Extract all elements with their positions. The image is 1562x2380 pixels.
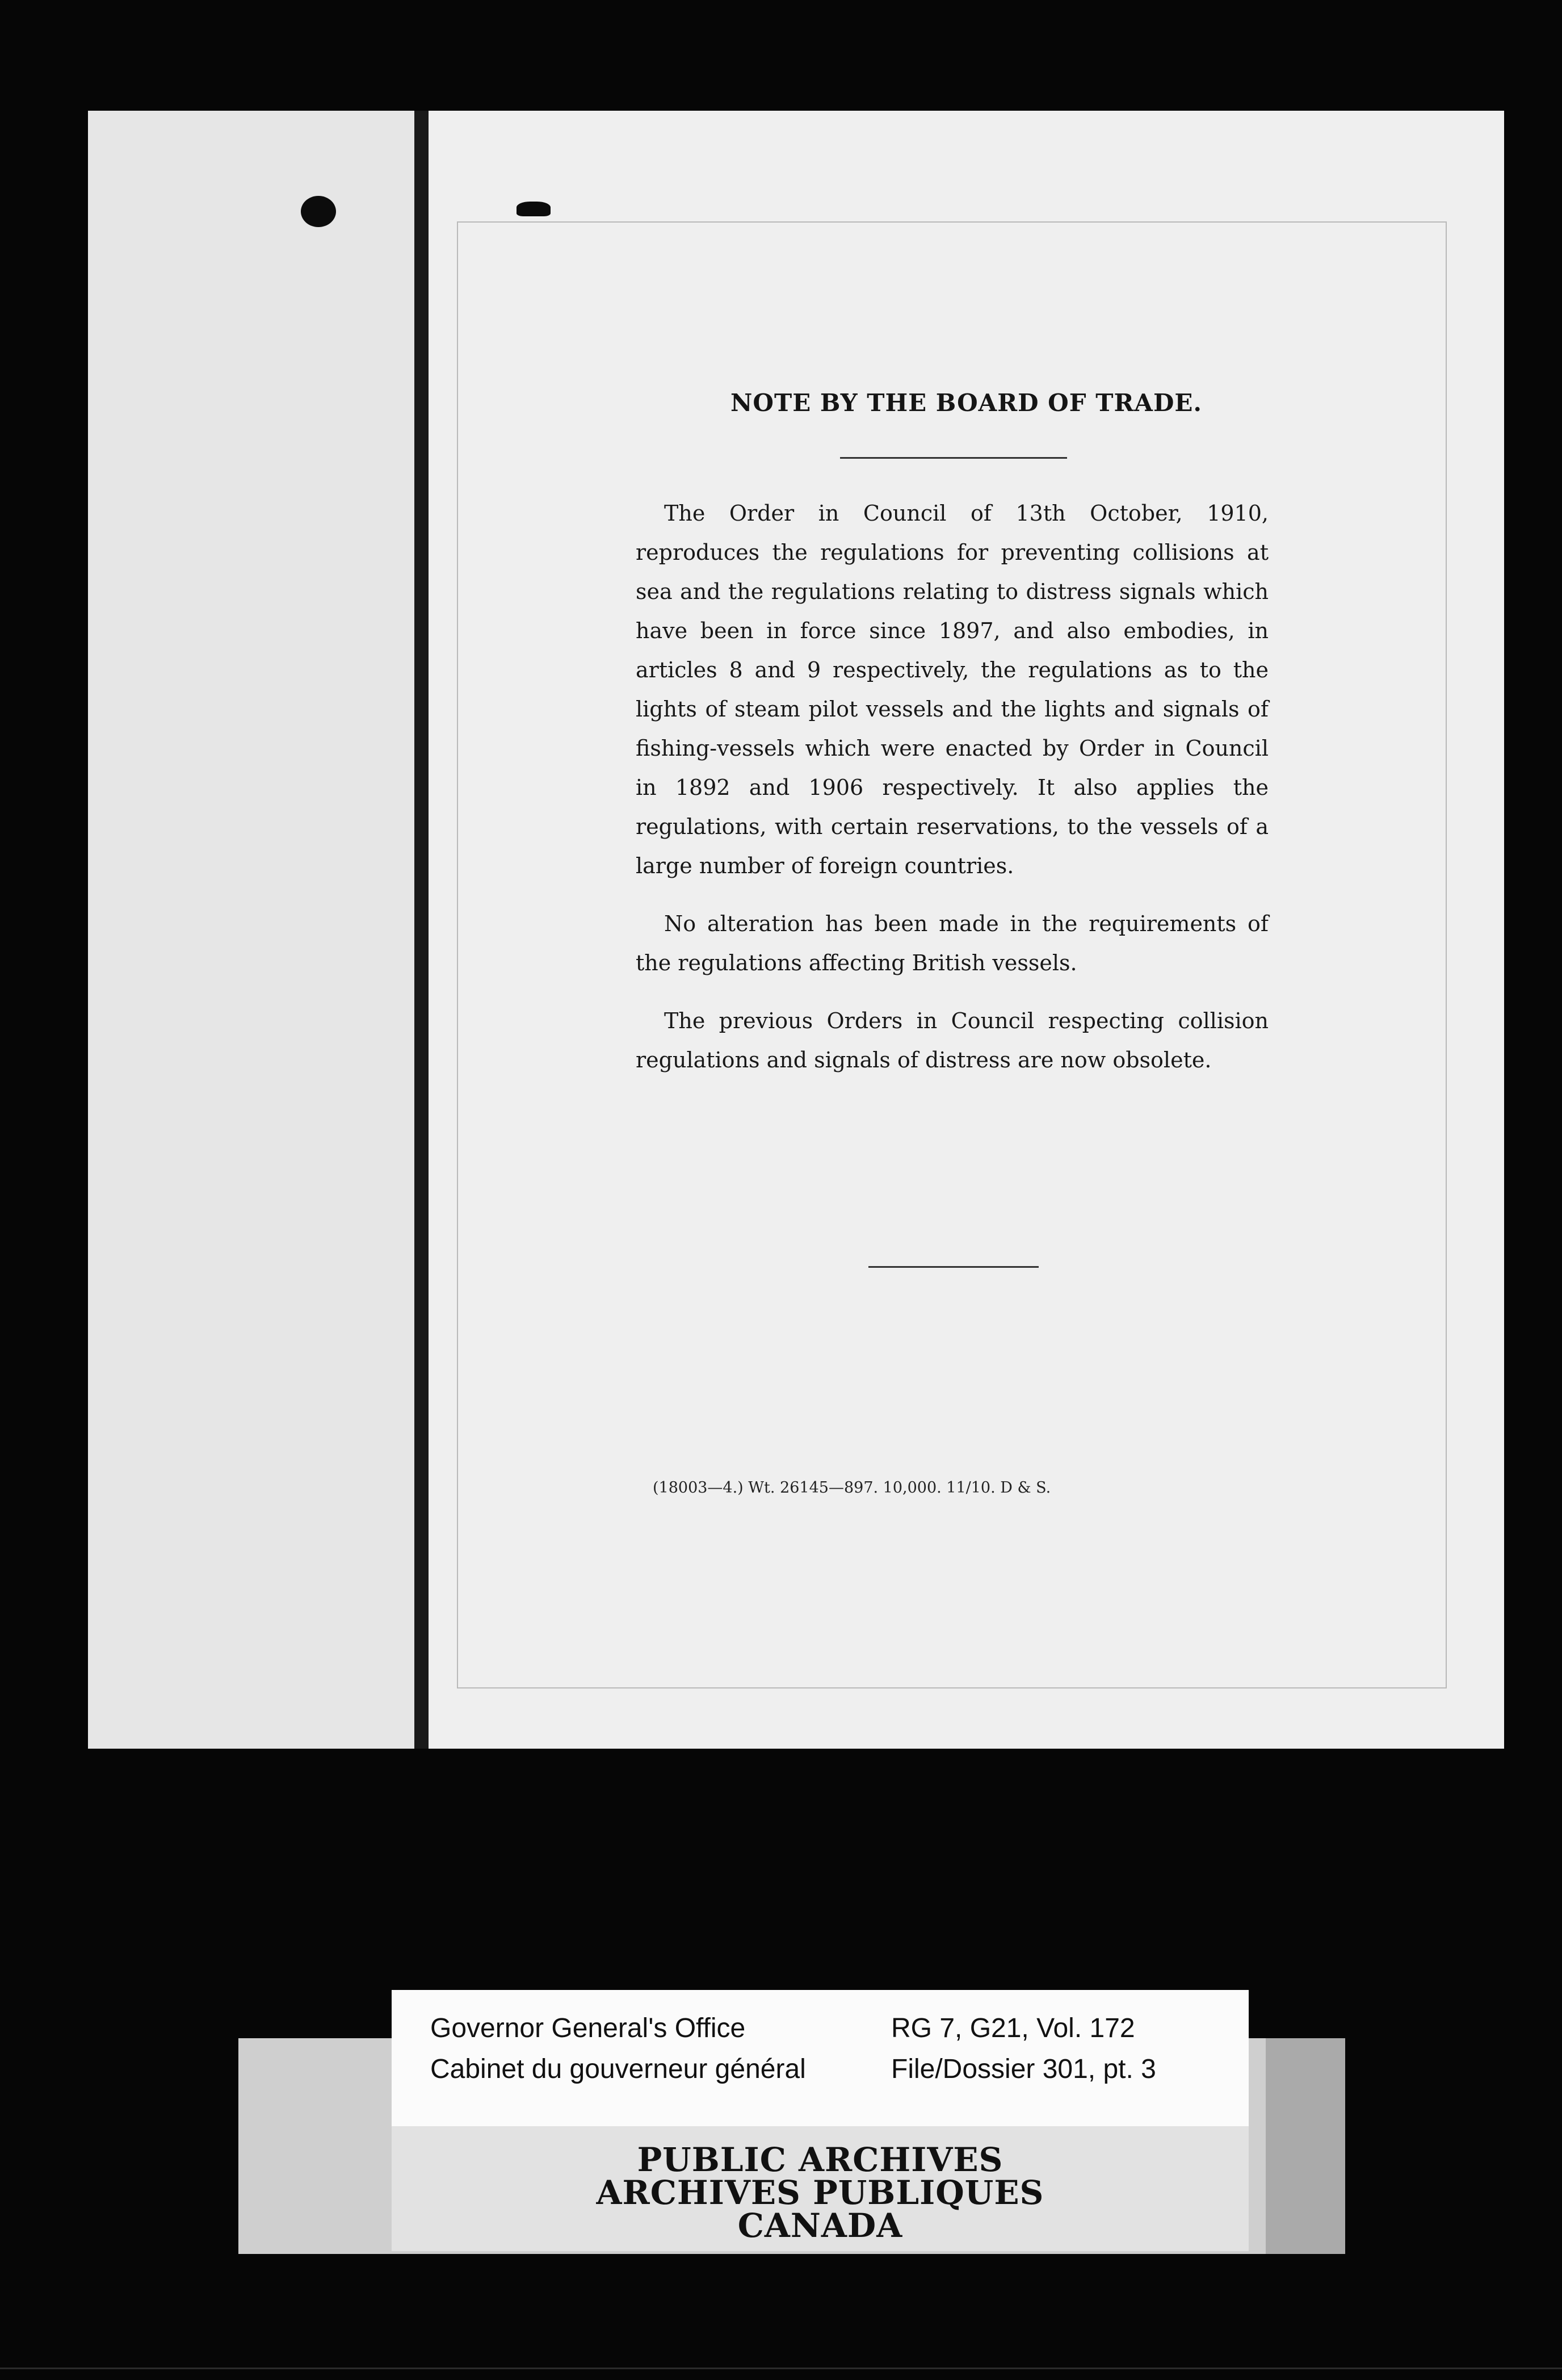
archive-strip-edge <box>1266 2038 1345 2254</box>
left-page-edge <box>88 111 414 1749</box>
stamp-line-archives-publiques: ARCHIVES PUBLIQUES <box>596 2173 1044 2212</box>
document-body <box>636 494 1269 1099</box>
stamp-line-public-archives: PUBLIC ARCHIVES <box>637 2140 1003 2179</box>
print-code: (18003—4.) Wt. 26145—897. 10,000. 11/10. D & S. <box>653 1479 1051 1497</box>
file-reference: File/Dossier 301, pt. 3 <box>891 2054 1156 2084</box>
record-group-reference: RG 7, G21, Vol. 172 <box>891 2013 1135 2043</box>
archive-label-card <box>392 1990 1249 2126</box>
archives-stamp <box>392 2126 1249 2251</box>
title-rule <box>840 457 1067 459</box>
paragraph-2: No alteration has been made in the requirements of the regulations affecting British vessels. <box>636 911 1269 975</box>
stamp-line-canada: CANADA <box>737 2206 903 2245</box>
ink-mark <box>517 202 551 216</box>
office-french: Cabinet du gouverneur général <box>430 2054 806 2084</box>
paragraph-3: The previous Orders in Council respecting collision regulations and signals of distress are now obsolete. <box>636 1008 1269 1072</box>
document-title: NOTE BY THE BOARD OF TRADE. <box>730 389 1203 417</box>
closing-rule <box>868 1266 1039 1268</box>
paragraph-1: The Order in Council of 13th October, 1910, reproduces the regulations for preventing collisions at sea and the regulations relating to distress signals which have been in force since 1897, and also embodies, in articles 8 and 9 respectively, the regulations as to the lights of steam pilot vessels and the lights and signals of fishing-vessels which were enacted by Order in Council in 1892 and 1906 respectively. It also applies the regulations, with certain reservations, to the vessels of a large number of foreign countries. <box>636 501 1269 878</box>
document-page <box>429 111 1504 1749</box>
punch-hole-mark <box>301 196 336 227</box>
film-edge-line <box>0 2368 1562 2369</box>
page-binding <box>414 111 429 1749</box>
office-english: Governor General's Office <box>430 2013 746 2043</box>
